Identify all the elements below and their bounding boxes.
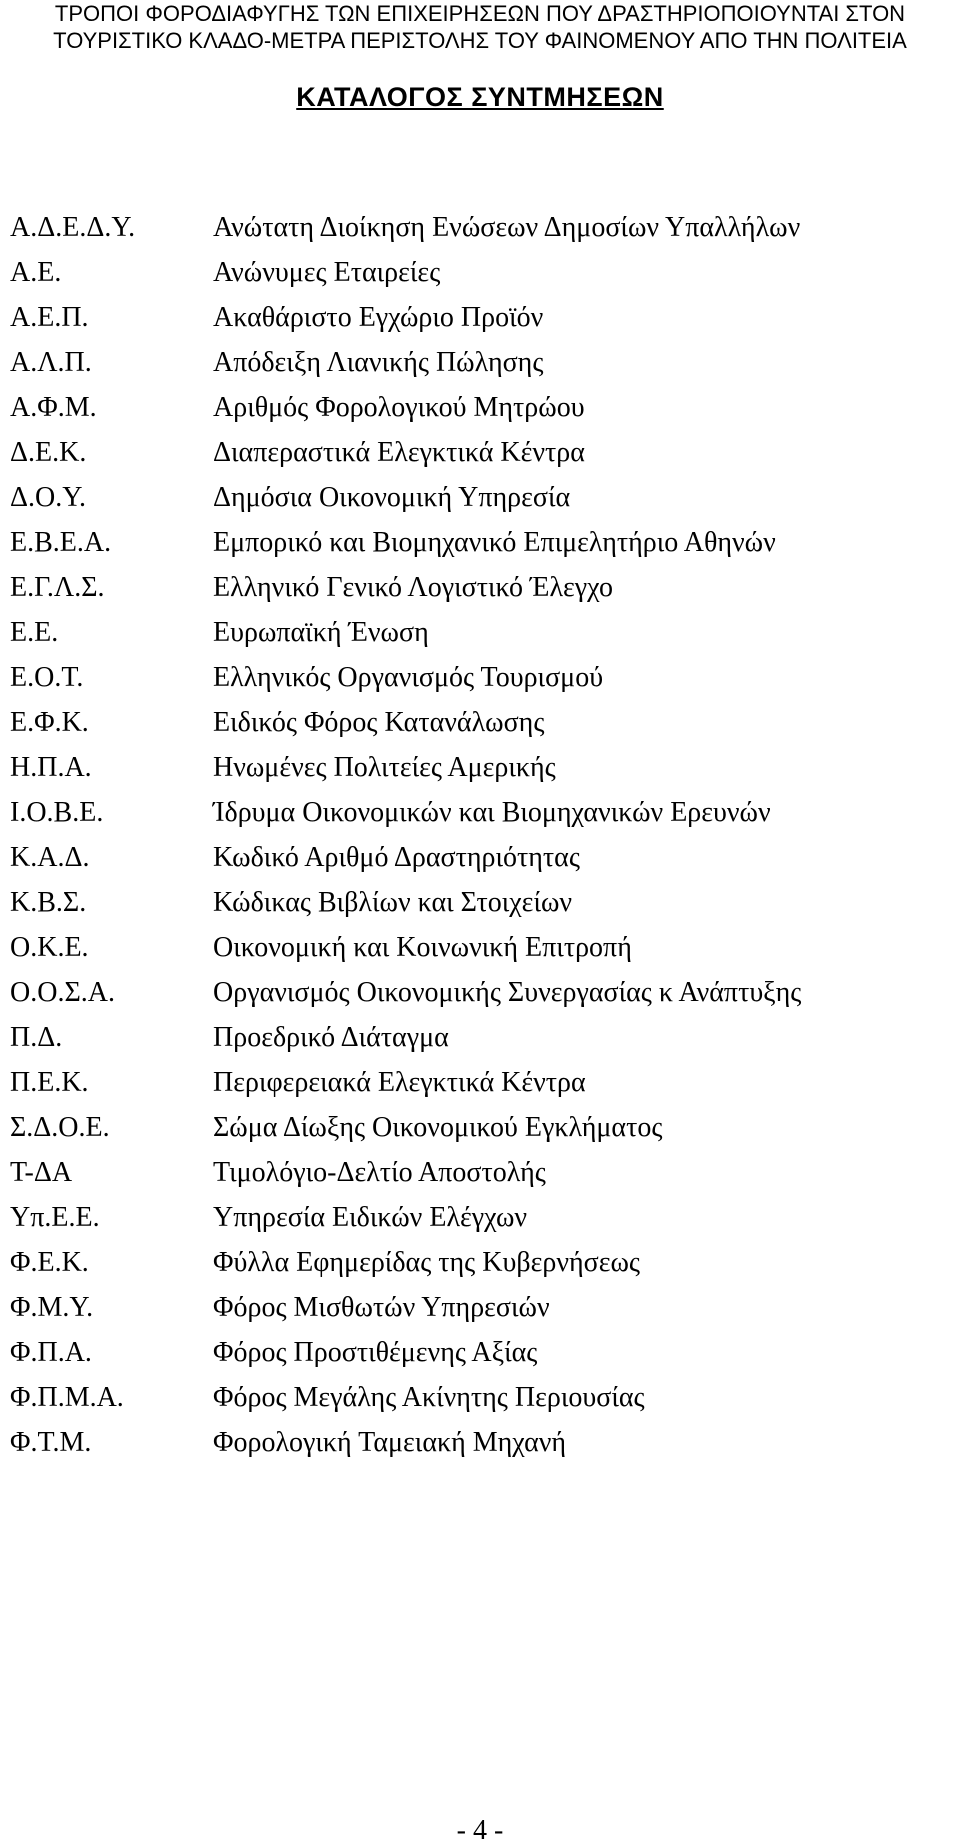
abbreviation: Υπ.Ε.Ε. (10, 1202, 100, 1233)
abbreviation: Ε.Γ.Λ.Σ. (10, 572, 105, 603)
abbreviation-meaning: Δημόσια Οικονομική Υπηρεσία (213, 482, 571, 513)
abbreviation-meaning: Διαπεραστικά Ελεγκτικά Κέντρα (213, 437, 585, 468)
list-item (0, 655, 960, 700)
abbreviation-meaning: Απόδειξη Λιανικής Πώλησης (213, 347, 544, 378)
abbreviation: Ε.Β.Ε.Α. (10, 527, 112, 558)
abbreviation-meaning: Ευρωπαϊκή Ένωση (213, 617, 429, 648)
list-item (0, 1375, 960, 1420)
page-number: - 4 - (456, 1815, 504, 1846)
list-item (0, 1240, 960, 1285)
list-item (0, 925, 960, 970)
abbreviation-meaning: Κώδικας Βιβλίων και Στοιχείων (213, 887, 573, 918)
list-item (0, 1330, 960, 1375)
abbreviation-meaning: Φόρος Προστιθέμενης Αξίας (213, 1337, 538, 1368)
abbreviation-meaning: Κωδικό Αριθμό Δραστηριότητας (213, 842, 580, 873)
abbreviation: Α.Φ.Μ. (10, 392, 97, 423)
list-item (0, 250, 960, 295)
abbreviation-meaning: Φόρος Μεγάλης Ακίνητης Περιουσίας (213, 1382, 645, 1413)
list-item (0, 790, 960, 835)
abbreviation-meaning: Ανώτατη Διοίκηση Ενώσεων Δημοσίων Υπαλλήλων (213, 212, 801, 243)
abbreviation: Α.Λ.Π. (10, 347, 92, 378)
page-title: ΚΑΤΑΛΟΓΟΣ ΣΥΝΤΜΗΣΕΩΝ (296, 82, 664, 112)
list-item (0, 1420, 960, 1465)
list-item (0, 1060, 960, 1105)
list-item (0, 745, 960, 790)
abbreviation: Φ.Μ.Υ. (10, 1292, 94, 1323)
abbreviation: Σ.Δ.Ο.Ε. (10, 1112, 110, 1143)
list-item (0, 970, 960, 1015)
abbreviation-meaning: Σώμα Δίωξης Οικονομικού Εγκλήματος (213, 1112, 663, 1143)
abbreviation-meaning: Ηνωμένες Πολιτείες Αμερικής (213, 752, 556, 783)
list-item (0, 1150, 960, 1195)
abbreviation-meaning: Ίδρυμα Οικονομικών και Βιομηχανικών Ερευνών (213, 797, 771, 828)
abbreviation-meaning: Περιφερειακά Ελεγκτικά Κέντρα (213, 1067, 586, 1098)
abbreviation: Η.Π.Α. (10, 752, 92, 783)
running-header-line-2: ΤΟΥΡΙΣΤΙΚΟ ΚΛΑΔΟ-ΜΕΤΡΑ ΠΕΡΙΣΤΟΛΗΣ ΤΟΥ ΦΑΙΝΟΜΕΝΟΥ ΑΠΟ ΤΗΝ ΠΟΛΙΤΕΙΑ (53, 28, 907, 53)
abbreviation-meaning: Ελληνικό Γενικό Λογιστικό Έλεγχο (213, 572, 613, 603)
list-item (0, 520, 960, 565)
abbreviation: Φ.Τ.Μ. (10, 1427, 92, 1458)
abbreviation: Φ.Π.Μ.Α. (10, 1382, 124, 1413)
list-item (0, 700, 960, 745)
list-item (0, 340, 960, 385)
abbreviation: Κ.Α.Δ. (10, 842, 90, 873)
list-item (0, 205, 960, 250)
abbreviation-meaning: Φορολογική Ταμειακή Μηχανή (213, 1427, 567, 1458)
abbreviation-meaning: Εμπορικό και Βιομηχανικό Επιμελητήριο Αθηνών (213, 527, 776, 558)
abbreviation-meaning: Ειδικός Φόρος Κατανάλωσης (213, 707, 545, 738)
abbreviation: Α.Ε. (10, 257, 62, 288)
abbreviation-meaning: Φύλλα Εφημερίδας της Κυβερνήσεως (213, 1247, 640, 1278)
list-item (0, 1285, 960, 1330)
abbreviation: Ε.Ο.Τ. (10, 662, 84, 693)
abbreviation: Π.Ε.Κ. (10, 1067, 89, 1098)
list-item (0, 1015, 960, 1060)
running-header (0, 0, 960, 54)
abbreviation-meaning: Οικονομική και Κοινωνική Επιτροπή (213, 932, 632, 963)
abbreviation-meaning: Τιμολόγιο-Δελτίο Αποστολής (213, 1157, 546, 1188)
running-header-line-1: ΤΡΟΠΟΙ ΦΟΡΟΔΙΑΦΥΓΗΣ ΤΩΝ ΕΠΙΧΕΙΡΗΣΕΩΝ ΠΟΥ ΔΡΑΣΤΗΡΙΟΠΟΙΟΥΝΤΑΙ ΣΤΟΝ (54, 1, 906, 26)
abbreviation: Δ.Ο.Υ. (10, 482, 86, 513)
abbreviation: Κ.Β.Σ. (10, 887, 87, 918)
list-item (0, 1105, 960, 1150)
list-item (0, 565, 960, 610)
list-item (0, 385, 960, 430)
list-item (0, 430, 960, 475)
list-item (0, 880, 960, 925)
abbreviation-meaning: Αριθμός Φορολογικού Μητρώου (213, 392, 585, 423)
list-item (0, 610, 960, 655)
abbreviation: Ι.Ο.Β.Ε. (10, 797, 104, 828)
abbreviation: Ο.Κ.Ε. (10, 932, 89, 963)
abbreviation: Ο.Ο.Σ.Α. (10, 977, 115, 1008)
abbreviation: Φ.Π.Α. (10, 1337, 92, 1368)
abbreviation: Ε.Ε. (10, 617, 59, 648)
abbreviation-meaning: Ακαθάριστο Εγχώριο Προϊόν (213, 302, 544, 333)
abbreviation-meaning: Φόρος Μισθωτών Υπηρεσιών (213, 1292, 550, 1323)
abbreviation-meaning: Ελληνικός Οργανισμός Τουρισμού (213, 662, 604, 693)
list-item (0, 835, 960, 880)
abbreviation-meaning: Οργανισμός Οικονομικής Συνεργασίας κ Ανάπτυξης (213, 977, 802, 1008)
abbreviation: Π.Δ. (10, 1022, 63, 1053)
abbreviation: Φ.Ε.Κ. (10, 1247, 89, 1278)
abbreviation: Τ-ΔΑ (10, 1157, 73, 1188)
list-item (0, 475, 960, 520)
abbreviation-meaning: Ανώνυμες Εταιρείες (213, 257, 441, 288)
list-item (0, 1195, 960, 1240)
abbreviation: Δ.Ε.Κ. (10, 437, 87, 468)
abbreviation: Α.Ε.Π. (10, 302, 89, 333)
abbreviation: Ε.Φ.Κ. (10, 707, 89, 738)
list-item (0, 295, 960, 340)
abbreviation-meaning: Υπηρεσία Ειδικών Ελέγχων (213, 1202, 528, 1233)
abbreviation-meaning: Προεδρικό Διάταγμα (213, 1022, 449, 1053)
abbreviation: Α.Δ.Ε.Δ.Υ. (10, 212, 136, 243)
abbreviation-list (0, 205, 960, 1465)
